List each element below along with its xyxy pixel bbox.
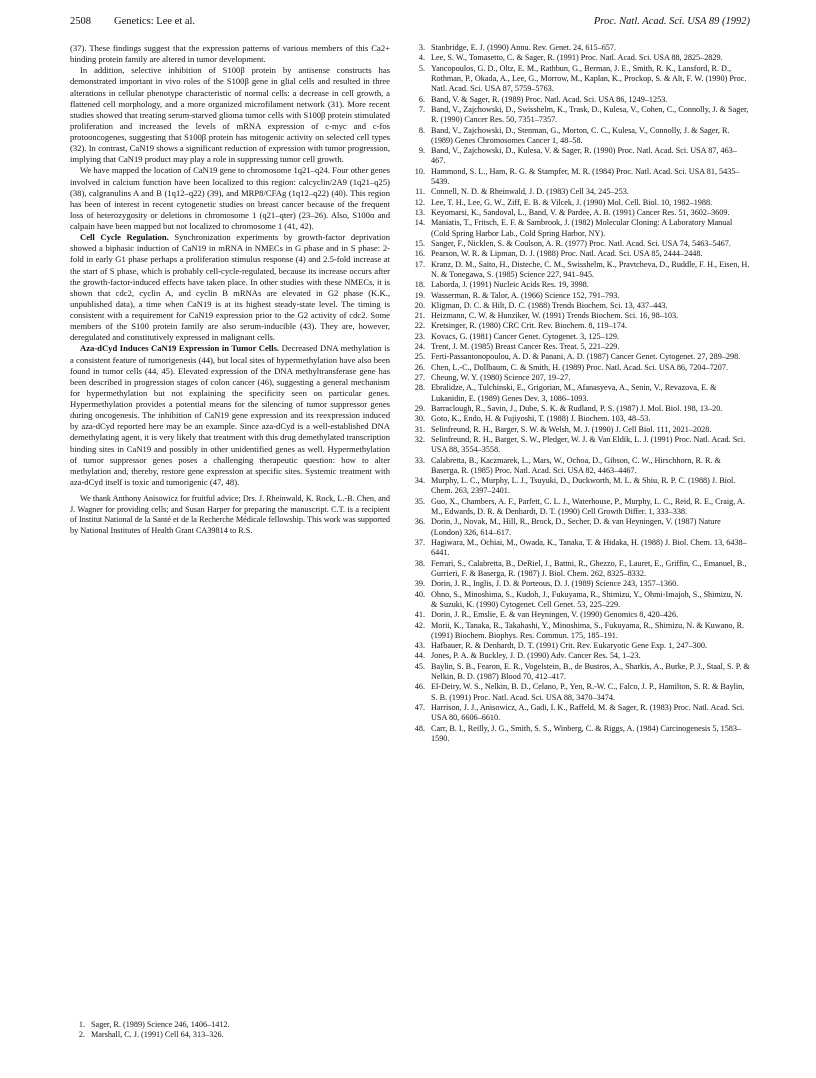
reference-item xyxy=(410,53,750,63)
reference-item xyxy=(410,414,750,424)
reference-item xyxy=(410,332,750,342)
reference-text: Kovacs, G. (1981) Cancer Genet. Cytogenet. 3, 125–129. xyxy=(431,331,620,341)
reference-text: Dorin, J., Novak, M., Hill, R., Brock, D., Secher, D. & van Heyningen, V. (1987) Nature (London) 326, 614–617. xyxy=(431,517,721,537)
section-title: Genetics: Lee et al. xyxy=(114,16,196,27)
paragraph-text: Decreased DNA methylation is a consistent feature of tumorigenesis (44), but local sites of hypermethylation have also been found in tumor cells (44, 45). Elevated expression of the DNA methyltransferase gene has been described in progression stages of colon cancer (46), suggesting a general mechanism for hypermethylation but not explaining the specificity seen on particular genes. Hypermethylation provides a potential means for the silencing of tumor suppressor genes during oncogenesis. The inhibition of CaN19 gene expression and its reexpression induced by aza-dCyd reported here may be an example. Since aza-dCyd is a well-established DNA demethylating agent, it is very likely that treatment with this drug demethylated transcription binding sites in CaN19 and possibly in other unidentified genes as well. Hypermethylation of tumor suppressor genes poses a challenging therapeutic question: how to alter methylation and, thereby, restore gene expression at specific sites. Systemic treatment with aza-dCyd itself is toxic and tumorigenic (47, 48). xyxy=(70,343,390,487)
reference-text: Dorin, J. R., Emslie, E. & van Heyningen, V. (1990) Genomics 8, 420–426. xyxy=(431,610,679,620)
reference-text: Heizmann, C. W. & Hunziker, W. (1991) Trends Biochem. Sci. 16, 98–103. xyxy=(431,311,679,321)
reference-number: 47. xyxy=(414,703,425,712)
reference-item xyxy=(410,342,750,352)
reference-number: 39. xyxy=(414,579,425,589)
reference-text: Guo, X., Chambers, A. F., Parfett, C. L. J., Waterhouse, P., Murphy, L. C., Reid, R. E., Craig, A. M., Edwards, D. R. & Denhardt, D. T. (1990) Cell Growth Differ. 1, 333–338. xyxy=(431,496,745,517)
reference-item xyxy=(410,363,750,373)
reference-item xyxy=(410,425,750,435)
reference-text: Carr, B. I., Reilly, J. G., Smith, S. S., Winberg, C. & Riggs, A. (1984) Carcinogenesis 5, 1583–1590. xyxy=(431,723,742,743)
reference-text: Hafbauer, R. & Denhardt, D. T. (1991) Crit. Rev. Eukaryotic Gene Exp. 1, 247–300. xyxy=(431,641,708,651)
reference-item xyxy=(410,456,750,477)
run-in-heading: Cell Cycle Regulation. xyxy=(80,232,169,243)
reference-number: 23. xyxy=(414,331,425,341)
acknowledgment: We thank Anthony Anisowicz for fruitful advice; Drs. J. Rheinwald, K. Rock, L.-B. Chen, and J. Wagner for providing cells; and Susan Harper for preparing the manuscript. C.T. is a recipient of Institut National de la Santé et de la Recherche Médicale fellowship. This work was supported by National Institutes of Health Grant CA39814 to R.S. xyxy=(70,494,390,535)
reference-item xyxy=(410,321,750,331)
reference-item xyxy=(410,260,750,281)
reference-number: 48. xyxy=(414,723,425,733)
reference-item xyxy=(410,239,750,249)
reference-number: 20. xyxy=(414,300,425,310)
paragraph-text: We have mapped the location of CaN19 gene to chromosome 1q21–q24. Four other genes involved in calcium function have been localized to this region: calcyclin/2A9 (1q21–q25) (38), calgranulins A and B (1q12–q22) (39), and MRP8/CFAg (1q12–q22) (40). This region has been of interest in recent cytogenetic studies on breast cancer because of the frequent loss of heterozygosity or deletions in chromosome 1 (q21–qter) (23–26). Also, S100α and calpain have been mapped but not localized to chromosome 1 (41, 42). xyxy=(70,165,390,231)
reference-number: 44. xyxy=(414,651,425,661)
reference-number: 28. xyxy=(414,383,425,393)
reference-text: Selinfreund, R. H., Barger, S. W., Pledger, W. J. & Van Eldik, L. J. (1991) Proc. Natl. Acad. Sci. USA 88, 3554–3558. xyxy=(431,434,746,455)
reference-number: 34. xyxy=(414,476,425,486)
reference-item xyxy=(410,538,750,559)
reference-item xyxy=(410,291,750,301)
reference-text: Barraclough, R., Savin, J., Dube, S. K. & Rudland, P. S. (1987) J. Mol. Biol. 198, 13–20. xyxy=(431,403,723,413)
reference-number: 26. xyxy=(414,362,425,372)
reference-item xyxy=(410,198,750,208)
reference-item xyxy=(410,517,750,538)
reference-text: Dorin, J. R., Inglis, J. D. & Porteous, D. J. (1989) Science 243, 1357–1360. xyxy=(431,579,679,589)
reference-item xyxy=(410,651,750,661)
reference-number: 31. xyxy=(414,424,425,434)
reference-item xyxy=(410,43,750,53)
reference-item xyxy=(70,1030,390,1040)
reference-text: Band, V. & Sager, R. (1989) Proc. Natl. Acad. Sci. USA 86, 1249–1253. xyxy=(431,94,668,104)
page-number: 2508 xyxy=(70,16,91,27)
reference-text: El-Deiry, W. S., Nelkin, B. D., Celano, P., Yen, R.-W. C., Falco, J. P., Hamilton, S. R. & Baylin, S. B. (1991) Proc. Natl. Acad. Sci. USA 88, 3470–3474. xyxy=(431,682,745,702)
reference-number: 40. xyxy=(414,589,425,599)
reference-text: Wasserman, R. & Talor, A. (1966) Science 152, 791–793. xyxy=(431,290,620,300)
reference-item xyxy=(410,105,750,126)
paragraph-text: Synchronization experiments by growth-factor deprivation showed a biphasic induction of CaN19 in mRNA in NMECs in G phase and in S phase: 2-fold in early G1 phase perhaps a proliferation stimulus response (4) and 2.5-fold increase at the start of S phase, which is probably cell-cycle-regulated, because its increase occurs after the growth-factor-induced effects have taken place. In other studies with these NMECs, it is shown that cdc2, cyclin A, and cyclin B mRNAs are elevated in G2 phase (K.K., unpublished data), a time when CaN19 is at its highest steady-state level. The timing is consistent with a requirement for CaN19 expression prior to the G2 activity of cdc2. Some members of the S100 protein family are also serum-inducible (43). They are, however, deregulated and constitutively expressed in malignant cells. xyxy=(70,232,390,343)
left-reference-list xyxy=(70,1020,390,1041)
reference-item xyxy=(410,218,750,239)
reference-text: Stanbridge, E. J. (1990) Annu. Rev. Genet. 24, 615–657. xyxy=(431,43,617,52)
reference-text: Trent, J. M. (1985) Breast Cancer Res. Treat. 5, 221–229. xyxy=(431,342,620,352)
paragraph-text: In addition, selective inhibition of S100β protein by antisense constructs has demonstrated important in vivo roles of the S100β gene in glial cells and resulted in three alterations in cellular phenotype characteristic of normal cells: a decrease in cell growth, a flattened cell morphology, and a more organized microfilament network (31). More recent studies showed that treating serum-starved glioma tumor cells with S100β protein stimulated proliferation and increased the levels of mRNA expression of c-myc and c-fos protooncogenes, suggesting that S100β protein has mitogenic activity on selected cell types (32). In contrast, CaN19 shows a significant reduction of expression with tumor progression, implying that CaN19 product may play a role in suppressing tumor cell growth. xyxy=(70,65,390,165)
reference-text: Kretsinger, R. (1980) CRC Crit. Rev. Biochem. 8, 119–174. xyxy=(431,321,628,331)
reference-number: 29. xyxy=(414,403,425,413)
reference-text: Ebralidze, A., Tulchinski, E., Grigorian, M., Afanasyeva, A., Senin, V., Revazova, E. & Lukanidin, E. (1989) Genes Dev. 3, 1086–1093. xyxy=(431,383,717,403)
reference-text: Calabretta, B., Kaczmarek, L., Mars, W., Ochoa, D., Gibson, C. W., Hirschhorn, R. R. & Baserga, R. (1985) Proc. Natl. Acad. Sci. USA 82, 4463–4467. xyxy=(431,455,721,475)
reference-item xyxy=(410,621,750,642)
reference-number: 2. xyxy=(78,1030,85,1040)
reference-text: Ferti-Passantonopoulou, A. D. & Panani, A. D. (1987) Cancer Genet. Cytogenet. 27, 289–298. xyxy=(431,352,741,362)
reference-number: 15. xyxy=(414,238,425,248)
reference-number: 4. xyxy=(418,53,425,63)
reference-number: 8. xyxy=(418,125,425,135)
reference-number: 3. xyxy=(418,43,425,52)
paragraph-text: (37). These findings suggest that the expression patterns of various members of this Ca2+ binding protein family are altered in tumor development. xyxy=(70,43,390,65)
reference-text: Pearson, W. R. & Lipman, D. J. (1988) Proc. Natl. Acad. Sci. USA 85, 2444–2448. xyxy=(431,249,703,259)
reference-text: Lee, S. W., Tomasetto, C. & Sager, R. (1991) Proc. Natl. Acad. Sci. USA 88, 2825–2829. xyxy=(431,53,723,63)
reference-text: Keyomarsi, K., Sandoval, L., Band, V. & Pardee, A. B. (1991) Cancer Res. 51, 3602–3609. xyxy=(431,208,730,217)
reference-number: 37. xyxy=(414,538,425,547)
reference-item xyxy=(410,146,750,167)
reference-text: Murphy, L. C., Murphy, L. J., Tsuyuki, D., Duckworth, M. L. & Shiu, R. P. C. (1988) J. Biol. Chem. 263, 2397–2401. xyxy=(431,476,736,496)
reference-item xyxy=(410,311,750,321)
reference-item xyxy=(410,280,750,290)
reference-text: Cheung, W. Y. (1980) Science 207, 19–27. xyxy=(431,373,571,382)
reference-text: Band, V., Zajchowski, D., Swisshelm, K., Trask, D., Kulesa, V., Cohen, C., Connolly, J. & Sager, R. (1990) Cancer Res. 50, 7351–7357. xyxy=(431,104,749,125)
reference-text: Baylin, S. B., Fearon, E. R., Vogelstein, B., de Bustros, A., Sharkis, A., Burke, P. J., Staal, S. P. & Nelkin, B. D. (1987) Blood 70, 412–417. xyxy=(431,661,750,682)
reference-number: 17. xyxy=(414,259,425,269)
reference-item xyxy=(410,579,750,589)
reference-text: Goto, K., Endo, H. & Fujiyoshi, T. (1988) J. Biochem. 103, 48–53. xyxy=(431,414,651,424)
reference-number: 24. xyxy=(414,342,425,352)
reference-item xyxy=(410,497,750,518)
reference-number: 45. xyxy=(414,661,425,671)
reference-item xyxy=(410,301,750,311)
body-paragraph xyxy=(70,165,390,232)
reference-text: Chen, L.-C., Dollbaum, C. & Smith, H. (1989) Proc. Natl. Acad. Sci. USA 86, 7204–7207. xyxy=(431,362,729,372)
reference-item xyxy=(410,187,750,197)
reference-text: Lee, T. H., Lee, G. W., Ziff, E. B. & Vilcek, J. (1990) Mol. Cell. Biol. 10, 1982–1988. xyxy=(431,197,713,207)
reference-item xyxy=(410,95,750,105)
reference-text: Hagiwara, M., Ochiai, M., Owada, K., Tanaka, T. & Hidaka, H. (1988) J. Biol. Chem. 13, 6438–6441. xyxy=(431,538,747,558)
reference-number: 46. xyxy=(414,682,425,692)
reference-number: 30. xyxy=(414,414,425,424)
reference-item xyxy=(410,662,750,683)
reference-item xyxy=(410,167,750,188)
reference-item xyxy=(410,383,750,404)
reference-number: 33. xyxy=(414,455,425,465)
reference-number: 43. xyxy=(414,641,425,651)
reference-text: Kligman, D. C. & Hilt, D. C. (1988) Trends Biochem. Sci. 13, 437–443. xyxy=(431,300,668,310)
reference-item xyxy=(410,208,750,218)
reference-item xyxy=(410,476,750,497)
reference-text: Maniatis, T., Fritsch, E. F. & Sambrook, J. (1982) Molecular Cloning: A Laboratory Manual (Cold Spring Harbor Lab., Cold Spring Harbor, NY). xyxy=(431,218,733,238)
reference-number: 18. xyxy=(414,280,425,290)
reference-number: 22. xyxy=(414,321,425,331)
reference-item xyxy=(410,404,750,414)
body-paragraph xyxy=(70,343,390,488)
body-paragraph xyxy=(70,232,390,343)
reference-number: 27. xyxy=(414,373,425,382)
reference-text: Band, V., Zajchowski, D., Stenman, G., Morton, C. C., Kulesa, V., Connolly, J. & Sager, R. (1989) Genes Chromosomes Cancer 1, 48–58. xyxy=(431,125,730,145)
reference-text: Yancopoulos, G. D., Oltz, E. M., Rathbun, G., Berman, J. E., Smith, R. K., Lansford, R. D., Rothman, P., Okada, A., Lee, G., Morrow, M., Kaplan, K., Prockop, S. & Alt, F. W. (1990) Proc. Natl. Acad. Sci. USA 87, 5759–5763. xyxy=(431,63,747,94)
reference-number: 12. xyxy=(414,197,425,207)
reference-number: 14. xyxy=(414,218,425,228)
reference-item xyxy=(70,1020,390,1030)
reference-text: Selinfreund, R. H., Barger, S. W. & Welsh, M. J. (1990) J. Cell Biol. 111, 2021–2028. xyxy=(431,424,712,434)
reference-number: 25. xyxy=(414,352,425,362)
reference-text: Ferrari, S., Calabretta, B., DeRiel, J., Battni, R., Ghezzo, F., Lauret, E., Griffin, C., Emanuel, B., Gurrieri, F. & Baserga, R. (1987) J. Biol. Chem. 262, 8325–8332. xyxy=(431,558,747,578)
reference-item xyxy=(410,724,750,745)
reference-item xyxy=(410,352,750,362)
journal-citation: Proc. Natl. Acad. Sci. USA 89 (1992) xyxy=(593,16,750,27)
left-column-body xyxy=(70,43,390,536)
reference-number: 38. xyxy=(414,558,425,568)
reference-number: 10. xyxy=(414,166,425,176)
reference-text: Marshall, C. J. (1991) Cell 64, 313–326. xyxy=(91,1030,224,1040)
reference-text: Sanger, F., Nicklen, S. & Coulson, A. R. (1977) Proc. Natl. Acad. Sci. USA 74, 5463–5467. xyxy=(431,238,731,248)
reference-text: Sager, R. (1989) Science 246, 1406–1412. xyxy=(91,1020,230,1029)
reference-number: 35. xyxy=(414,496,425,506)
body-paragraph xyxy=(70,65,390,165)
reference-item xyxy=(410,126,750,147)
page-header xyxy=(0,16,816,32)
reference-text: Band, V., Zajchowski, D., Kulesa, V. & Sager, R. (1990) Proc. Natl. Acad. Sci. USA 87, 463–467. xyxy=(431,146,737,166)
reference-text: Ohno, S., Minoshima, S., Kudoh, J., Fukuyama, R., Shimizu, Y., Ohmi-Imajoh, S., Shimizu, N. & Suzuki, K. (1990) Cytogenet. Cell Genet. 53, 225–229. xyxy=(431,589,743,609)
reference-number: 9. xyxy=(418,146,425,156)
body-paragraph xyxy=(70,43,390,65)
reference-item xyxy=(410,373,750,383)
reference-number: 16. xyxy=(414,249,425,259)
reference-number: 19. xyxy=(414,290,425,300)
reference-item xyxy=(410,703,750,724)
reference-item xyxy=(410,249,750,259)
reference-item xyxy=(410,641,750,651)
reference-text: Kranz, D. M., Saito, H., Disteche, C. M., Swisshelm, K., Pravtcheva, D., Ruddle, F. H., Eisen, H. N. & Tonegawa, S. (1985) Science 227, 941–945. xyxy=(431,259,750,279)
reference-number: 5. xyxy=(418,63,425,73)
reference-item xyxy=(410,559,750,580)
reference-text: Jones, P. A. & Buckley, J. D. (1990) Adv. Cancer Res. 54, 1–23. xyxy=(431,651,641,661)
reference-number: 36. xyxy=(414,517,425,527)
reference-text: Laborda, J. (1991) Nucleic Acids Res. 19, 3998. xyxy=(431,280,589,290)
reference-text: Harrison, J. J., Anisowicz, A., Gadi, I. K., Raffeld, M. & Sager, R. (1983) Proc. Natl. Acad. Sci. USA 80, 6606–6610. xyxy=(431,703,745,723)
reference-item xyxy=(410,610,750,620)
right-reference-list xyxy=(410,43,750,744)
reference-item xyxy=(410,64,750,95)
reference-number: 6. xyxy=(418,94,425,104)
reference-number: 21. xyxy=(414,311,425,321)
run-in-heading: Aza-dCyd Induces CaN19 Expression in Tumor Cells. xyxy=(80,343,280,354)
reference-item xyxy=(410,590,750,611)
reference-number: 7. xyxy=(418,104,425,114)
reference-number: 41. xyxy=(414,610,425,620)
reference-text: Morii, K., Tanaka, R., Takahashi, Y., Minoshima, S., Fukuyama, R., Shimizu, N. & Kuwano, R. (1991) Biochem. Biophys. Res. Commun. 175, 185–191. xyxy=(431,620,745,640)
reference-number: 13. xyxy=(414,208,425,217)
reference-text: Connell, N. D. & Rheinwald, J. D. (1983) Cell 34, 245–253. xyxy=(431,187,629,197)
reference-number: 11. xyxy=(415,187,425,197)
reference-item xyxy=(410,682,750,703)
reference-number: 42. xyxy=(414,620,425,630)
reference-text: Hammond, S. L., Ham, R. G. & Stampfer, M. R. (1984) Proc. Natl. Acad. Sci. USA 81, 5435–5439. xyxy=(431,166,740,187)
reference-number: 32. xyxy=(414,434,425,444)
reference-number: 1. xyxy=(78,1020,85,1029)
reference-item xyxy=(410,435,750,456)
